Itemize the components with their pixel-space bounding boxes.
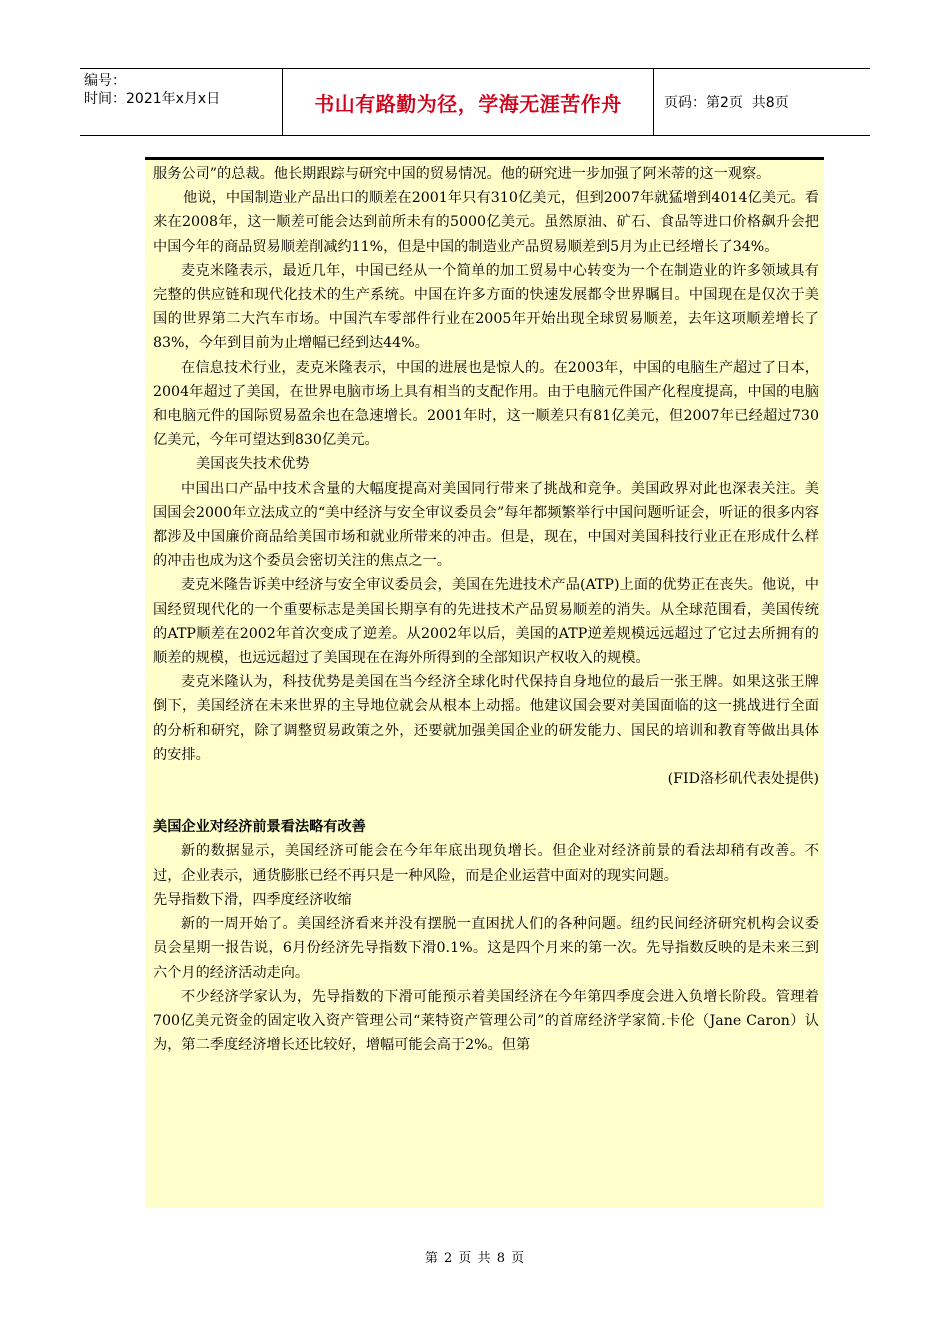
paragraph: 中国出口产品中技术含量的大幅度提高对美国同行带来了挑战和竞争。美国政界对此也深表关注。美国国会2000年立法成立的“美中经济与安全审议委员会”每年都频繁举行中国问题听证会，听证的很多内容都涉及中国廉价商品给美国市场和就业所带来的冲击。但是，现在，中国对美国科技行业正在形成什么样的冲击也成为这个委员会密切关注的焦点之一。	[153, 480, 819, 570]
article-body	[145, 157, 824, 1208]
paragraph: 不少经济学家认为，先导指数的下滑可能预示着美国经济在今年第四季度会进入负增长阶段。管理着700亿美元资金的固定收入资产管理公司“莱特资产管理公司”的首席经济学家简.卡伦（Jane Caron）认为，第二季度经济增长还比较好，增幅可能会高于2%。但第	[153, 988, 819, 1054]
paragraph: 服务公司”的总裁。他长期跟踪与研究中国的贸易情况。他的研究进一步加强了阿米蒂的这一观察。	[153, 166, 771, 182]
paragraph: 麦克米隆告诉美中经济与安全审议委员会，美国在先进技术产品(ATP)上面的优势正在丧失。他说，中国经贸现代化的一个重要标志是美国长期享有的先进技术产品贸易顺差的消失。从全球范围看，美国传统的ATP顺差在2002年首次变成了逆差。从2002年以后，美国的ATP逆差规模远远超过了它过去所拥有的顺差的规模，也远远超过了美国现在在海外所得到的全部知识产权收入的规模。	[153, 577, 819, 667]
subheading: 美国丧失技术优势	[196, 456, 310, 473]
paragraph: 麦克米隆认为，科技优势是美国在当今经济全球化时代保持自身地位的最后一张王牌。如果这张王牌倒下，美国经济在未来世界的主导地位就会从根本上动摇。他建议国会要对美国面临的这一挑战进行全面的分析和研究，除了调整贸易政策之外，还要就加强美国企业的研发能力、国民的培训和教育等做出具体的安排。	[153, 674, 819, 763]
header-motto: 书山有路勤为径，学海无涯苦作舟	[282, 69, 654, 135]
paragraph: 他说，中国制造业产品出口的顺差在2001年只有310亿美元，但到2007年就猛增到4014亿美元。看来在2008年，这一顺差可能会达到前所未有的5000亿美元。虽然原油、矿石、食品等进口价格飙升会把中国今年的商品贸易顺差削减约11%，但是中国的制造业产品贸易顺差到5月为止已经增长了34%。	[153, 190, 819, 255]
header-meta	[80, 69, 282, 135]
page-header	[80, 68, 870, 136]
section-heading: 美国企业对经济前景看法略有改善	[153, 819, 366, 836]
time-label: 时间：2021年x月x日	[84, 91, 221, 107]
source-credit: (FID洛杉矶代表处提供)	[667, 771, 819, 788]
paragraph: 新的数据显示，美国经济可能会在今年年底出现负增长。但企业对经济前景的看法却稍有改善。不过，企业表示，通货膨胀已经不再只是一种风险，而是企业运营中面对的现实问题。	[153, 843, 819, 884]
paragraph: 新的一周开始了。美国经济看来并没有摆脱一直困扰人们的各种问题。纽约民间经济研究机构会议委员会星期一报告说，6月份经济先导指数下滑0.1%。这是四个月来的第一次。先导指数反映的是未来三到六个月的经济活动走向。	[153, 916, 819, 981]
subheading: 先导指数下滑，四季度经济收缩	[153, 891, 352, 908]
header-page-info: 页码：第2页 共8页	[664, 95, 789, 111]
paragraph: 麦克米隆表示，最近几年，中国已经从一个简单的加工贸易中心转变为一个在制造业的许多领域具有完整的供应链和现代化技术的生产系统。中国在许多方面的快速发展都令世界瞩目。中国现在是仅次于美国的世界第二大汽车市场。中国汽车零部件行业在2005年开始出现全球贸易顺差，去年这项顺差增长了83%，今年到目前为止增幅已经到达44%。	[153, 262, 819, 352]
doc-number-label: 编号：	[84, 73, 126, 89]
paragraph: 在信息技术行业，麦克米隆表示，中国的进展也是惊人的。在2003年，中国的电脑生产超过了日本，2004年超过了美国，在世界电脑市场上具有相当的支配作用。由于电脑元件国产化程度提高，中国的电脑和电脑元件的国际贸易盈余也在急速增长。2001年时，这一顺差只有81亿美元，但2007年已经超过730亿美元，今年可望达到830亿美元。	[153, 359, 819, 449]
page-footer: 第 2 页 共 8 页	[424, 1251, 526, 1266]
spacer	[153, 791, 819, 815]
